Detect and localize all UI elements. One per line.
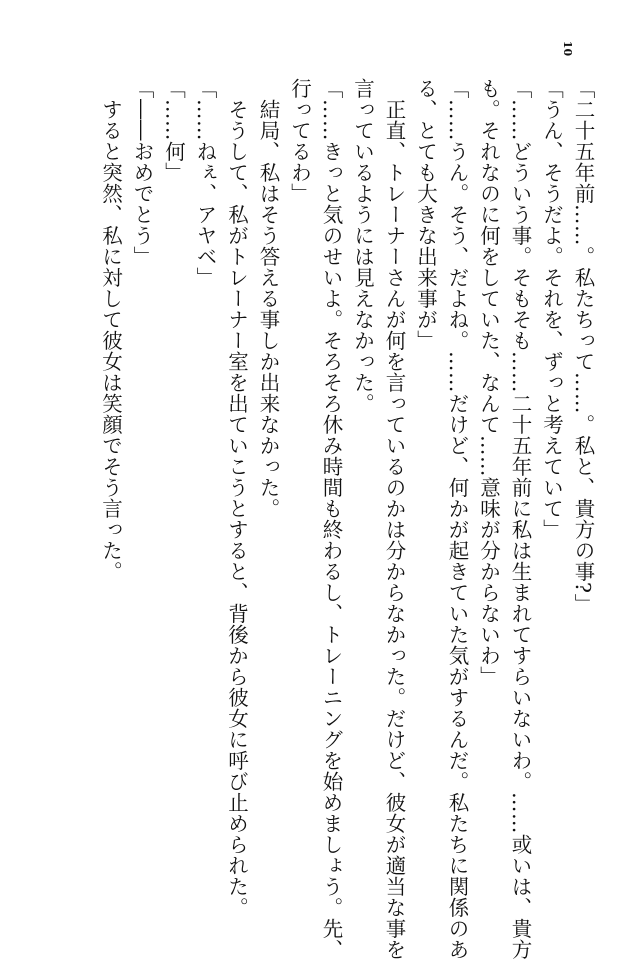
text-line: も。それなのに何をしていた、なんて……意味が分からないわ」 bbox=[476, 78, 501, 687]
text-line: 「……何」 bbox=[161, 78, 186, 183]
text-line: 「……きっと気のせいよ。そろそろ休み時間も終わるし、トレーニングを始めましょう。先、 bbox=[319, 78, 343, 960]
page-number: 10 bbox=[561, 40, 575, 57]
text-line: 結局、私はそう答える事しか出来なかった。 bbox=[256, 78, 280, 519]
text-line: そうして、私がトレーナー室を出ていこうとすると、背後から彼女に呼び止められた。 bbox=[224, 78, 249, 918]
vertical-text-body bbox=[94, 78, 598, 960]
text-line: る、とても大きな出来事が」 bbox=[413, 78, 438, 351]
text-line: 「……ねぇ、アヤベ」 bbox=[193, 78, 217, 288]
text-line: 言っているようには見えなかった。 bbox=[350, 78, 375, 414]
text-line: 「二十五年前……。私たちって……。私と、貴方の事?」 bbox=[571, 78, 595, 615]
text-line: 「うん、そうだよ。それを、ずっと考えていて」 bbox=[539, 78, 564, 540]
text-line: 「――おめでとう」 bbox=[130, 78, 154, 267]
text-line: 行ってるわ」 bbox=[287, 78, 312, 204]
text-line: 「……うん。そう、だよね。……だけど、何かが起きていた気がするんだ。私たちに関係のあ bbox=[445, 78, 469, 960]
text-line: 正直、トレーナーさんが何を言っているのかは分からなかった。だけど、彼女が適当な事を bbox=[382, 78, 406, 960]
text-line: すると突然、私に対して彼女は笑顔でそう言った。 bbox=[98, 78, 123, 582]
text-line: 「……どういう事。そもそも……二十五年前に私は生まれてすらいないわ。……或いは、貴方 bbox=[508, 78, 532, 960]
